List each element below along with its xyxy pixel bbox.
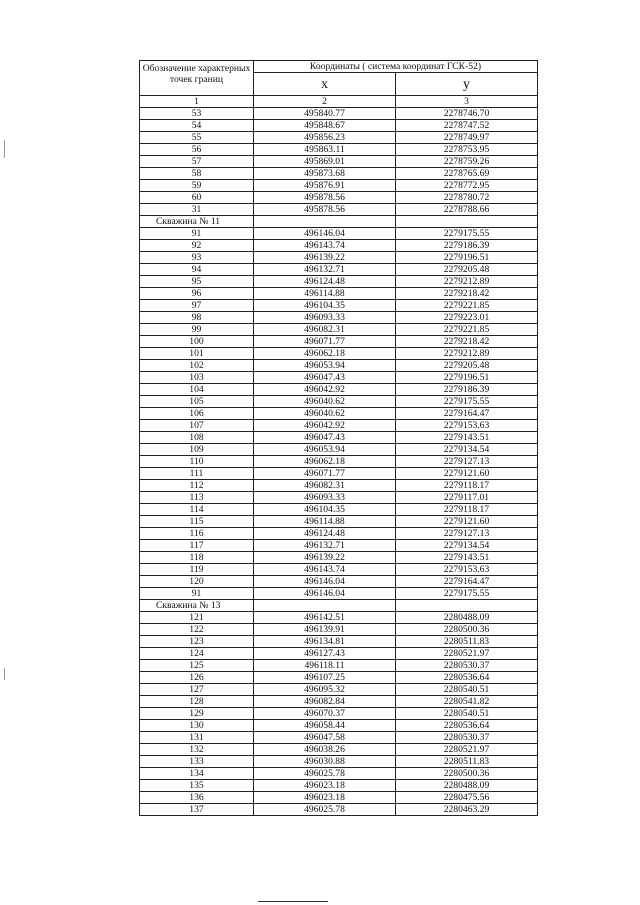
y-coordinate-cell: 2279218.42 [396, 288, 538, 300]
point-id-cell: 124 [140, 648, 254, 660]
table-row [140, 108, 538, 120]
y-coordinate-cell: 2279121.60 [396, 516, 538, 528]
y-coordinate-cell: 2279175.55 [396, 588, 538, 600]
x-coordinate-cell: 496042.92 [254, 384, 396, 396]
point-id-cell: 123 [140, 636, 254, 648]
point-id-cell: 93 [140, 252, 254, 264]
y-coordinate-cell: 2279164.47 [396, 576, 538, 588]
y-coordinate-cell: 2280511.83 [396, 636, 538, 648]
point-id-cell: 53 [140, 108, 254, 120]
x-coordinate-cell: 496025.78 [254, 768, 396, 780]
y-coordinate-cell: 2279205.48 [396, 264, 538, 276]
point-id-cell: 106 [140, 408, 254, 420]
y-coordinate-cell: 2280521.97 [396, 744, 538, 756]
y-coordinate-cell: 2279221.85 [396, 324, 538, 336]
table-row [140, 744, 538, 756]
table-row [140, 528, 538, 540]
point-id-cell: 136 [140, 792, 254, 804]
column-header-x: x [254, 73, 396, 96]
table-row [140, 420, 538, 432]
y-coordinate-cell: 2278772.95 [396, 180, 538, 192]
table-row [140, 276, 538, 288]
x-coordinate-cell: 496047.58 [254, 732, 396, 744]
y-coordinate-cell: 2280530.37 [396, 732, 538, 744]
y-coordinate-cell: 2279143.51 [396, 552, 538, 564]
x-coordinate-cell: 495848.67 [254, 120, 396, 132]
y-coordinate-cell: 2280540.51 [396, 708, 538, 720]
y-coordinate-cell: 2279153.63 [396, 564, 538, 576]
x-coordinate-cell: 496139.22 [254, 252, 396, 264]
point-id-cell: 117 [140, 540, 254, 552]
group-header-row [140, 216, 538, 228]
table-row [140, 732, 538, 744]
point-id-cell: 107 [140, 420, 254, 432]
table-row [140, 360, 538, 372]
y-coordinate-cell: 2279118.17 [396, 504, 538, 516]
table-row [140, 156, 538, 168]
y-coordinate-cell: 2279175.55 [396, 396, 538, 408]
group-empty-cell [396, 216, 538, 228]
table-row [140, 204, 538, 216]
table-row [140, 756, 538, 768]
x-coordinate-cell: 496047.43 [254, 432, 396, 444]
x-coordinate-cell: 496143.74 [254, 564, 396, 576]
column-number-2: 2 [254, 96, 396, 108]
x-coordinate-cell: 496114.88 [254, 288, 396, 300]
x-coordinate-cell: 495869.01 [254, 156, 396, 168]
x-coordinate-cell: 496040.62 [254, 408, 396, 420]
x-coordinate-cell: 496132.71 [254, 540, 396, 552]
y-coordinate-cell: 2279186.39 [396, 240, 538, 252]
x-coordinate-cell: 496139.91 [254, 624, 396, 636]
x-coordinate-cell: 495878.56 [254, 204, 396, 216]
x-coordinate-cell: 496118.11 [254, 660, 396, 672]
table-row [140, 324, 538, 336]
y-coordinate-cell: 2279118.17 [396, 480, 538, 492]
x-coordinate-cell: 496142.51 [254, 612, 396, 624]
y-coordinate-cell: 2279212.89 [396, 348, 538, 360]
point-id-cell: 97 [140, 300, 254, 312]
point-id-cell: 56 [140, 144, 254, 156]
point-id-cell: 134 [140, 768, 254, 780]
x-coordinate-cell: 496139.22 [254, 552, 396, 564]
y-coordinate-cell: 2280475.56 [396, 792, 538, 804]
y-coordinate-cell: 2278746.70 [396, 108, 538, 120]
table-row [140, 552, 538, 564]
y-coordinate-cell: 2279223.01 [396, 312, 538, 324]
table-row [140, 720, 538, 732]
table-row [140, 372, 538, 384]
group-header-row [140, 600, 538, 612]
point-id-cell: 105 [140, 396, 254, 408]
y-coordinate-cell: 2279127.13 [396, 528, 538, 540]
point-id-cell: 109 [140, 444, 254, 456]
x-coordinate-cell: 496071.77 [254, 336, 396, 348]
point-id-cell: 114 [140, 504, 254, 516]
point-id-cell: 126 [140, 672, 254, 684]
point-id-cell: 131 [140, 732, 254, 744]
group-label: Скважина № 13 [140, 600, 254, 612]
y-coordinate-cell: 2279186.39 [396, 384, 538, 396]
point-id-cell: 121 [140, 612, 254, 624]
x-coordinate-cell: 496082.31 [254, 480, 396, 492]
table-row [140, 444, 538, 456]
y-coordinate-cell: 2279134.54 [396, 444, 538, 456]
y-coordinate-cell: 2279205.48 [396, 360, 538, 372]
y-coordinate-cell: 2280536.64 [396, 672, 538, 684]
point-id-cell: 135 [140, 780, 254, 792]
x-coordinate-cell: 496104.35 [254, 300, 396, 312]
point-id-cell: 95 [140, 276, 254, 288]
point-id-cell: 127 [140, 684, 254, 696]
x-coordinate-cell: 496071.77 [254, 468, 396, 480]
x-coordinate-cell: 496082.84 [254, 696, 396, 708]
point-id-cell: 104 [140, 384, 254, 396]
point-id-cell: 57 [140, 156, 254, 168]
group-empty-cell [396, 600, 538, 612]
table-row [140, 180, 538, 192]
x-coordinate-cell: 496143.74 [254, 240, 396, 252]
column-header-coordinates: Координаты ( система координат ГСК-52) [254, 61, 538, 73]
column-header-points: Обозначение характерных точек границ [140, 61, 254, 96]
x-coordinate-cell: 496038.26 [254, 744, 396, 756]
x-coordinate-cell: 496042.92 [254, 420, 396, 432]
x-coordinate-cell: 495873.68 [254, 168, 396, 180]
y-coordinate-cell: 2280463.29 [396, 804, 538, 816]
x-coordinate-cell: 496023.18 [254, 780, 396, 792]
point-id-cell: 103 [140, 372, 254, 384]
point-id-cell: 60 [140, 192, 254, 204]
y-coordinate-cell: 2278788.66 [396, 204, 538, 216]
y-coordinate-cell: 2279121.60 [396, 468, 538, 480]
x-coordinate-cell: 496134.81 [254, 636, 396, 648]
point-id-cell: 110 [140, 456, 254, 468]
point-id-cell: 115 [140, 516, 254, 528]
header-row [140, 61, 538, 73]
point-id-cell: 54 [140, 120, 254, 132]
point-id-cell: 128 [140, 696, 254, 708]
point-id-cell: 99 [140, 324, 254, 336]
scan-margin-mark [4, 668, 5, 680]
table-row [140, 696, 538, 708]
y-coordinate-cell: 2280500.36 [396, 624, 538, 636]
table-row [140, 612, 538, 624]
y-coordinate-cell: 2279212.89 [396, 276, 538, 288]
x-coordinate-cell: 496030.88 [254, 756, 396, 768]
table-row [140, 684, 538, 696]
y-coordinate-cell: 2279196.51 [396, 252, 538, 264]
y-coordinate-cell: 2279164.47 [396, 408, 538, 420]
point-id-cell: 112 [140, 480, 254, 492]
point-id-cell: 91 [140, 228, 254, 240]
y-coordinate-cell: 2279153.63 [396, 420, 538, 432]
y-coordinate-cell: 2280521.97 [396, 648, 538, 660]
x-coordinate-cell: 496095.32 [254, 684, 396, 696]
point-id-cell: 58 [140, 168, 254, 180]
y-coordinate-cell: 2279143.51 [396, 432, 538, 444]
y-coordinate-cell: 2279221.85 [396, 300, 538, 312]
point-id-cell: 102 [140, 360, 254, 372]
table-row [140, 312, 538, 324]
y-coordinate-cell: 2279218.42 [396, 336, 538, 348]
scan-margin-mark [4, 140, 5, 158]
table-row [140, 576, 538, 588]
point-id-cell: 130 [140, 720, 254, 732]
x-coordinate-cell: 495863.11 [254, 144, 396, 156]
table-row [140, 780, 538, 792]
x-coordinate-cell: 496146.04 [254, 228, 396, 240]
x-coordinate-cell: 496107.25 [254, 672, 396, 684]
table-row [140, 132, 538, 144]
column-number-3: 3 [396, 96, 538, 108]
point-id-cell: 118 [140, 552, 254, 564]
y-coordinate-cell: 2280488.09 [396, 612, 538, 624]
point-id-cell: 108 [140, 432, 254, 444]
point-id-cell: 132 [140, 744, 254, 756]
table-row [140, 336, 538, 348]
x-coordinate-cell: 496070.37 [254, 708, 396, 720]
table-row [140, 240, 538, 252]
y-coordinate-cell: 2279117.01 [396, 492, 538, 504]
y-coordinate-cell: 2280541.82 [396, 696, 538, 708]
table-row [140, 252, 538, 264]
point-id-cell: 101 [140, 348, 254, 360]
point-id-cell: 120 [140, 576, 254, 588]
point-id-cell: 133 [140, 756, 254, 768]
x-coordinate-cell: 496062.18 [254, 348, 396, 360]
table-row [140, 120, 538, 132]
table-row [140, 384, 538, 396]
table-row [140, 624, 538, 636]
x-coordinate-cell: 496146.04 [254, 588, 396, 600]
column-header-y: y [396, 73, 538, 96]
y-coordinate-cell: 2280511.83 [396, 756, 538, 768]
y-coordinate-cell: 2279127.13 [396, 456, 538, 468]
point-id-cell: 125 [140, 660, 254, 672]
table-row [140, 492, 538, 504]
point-id-cell: 119 [140, 564, 254, 576]
table-row [140, 408, 538, 420]
x-coordinate-cell: 496124.48 [254, 528, 396, 540]
x-coordinate-cell: 496093.33 [254, 492, 396, 504]
y-coordinate-cell: 2278780.72 [396, 192, 538, 204]
x-coordinate-cell: 496093.33 [254, 312, 396, 324]
x-coordinate-cell: 496040.62 [254, 396, 396, 408]
table-row [140, 432, 538, 444]
point-id-cell: 31 [140, 204, 254, 216]
x-coordinate-cell: 496053.94 [254, 444, 396, 456]
x-coordinate-cell: 496082.31 [254, 324, 396, 336]
table-row [140, 648, 538, 660]
point-id-cell: 129 [140, 708, 254, 720]
x-coordinate-cell: 495840.77 [254, 108, 396, 120]
x-coordinate-cell: 496104.35 [254, 504, 396, 516]
group-empty-cell [254, 600, 396, 612]
x-coordinate-cell: 496047.43 [254, 372, 396, 384]
table-row [140, 540, 538, 552]
table-row [140, 516, 538, 528]
y-coordinate-cell: 2279175.55 [396, 228, 538, 240]
x-coordinate-cell: 495876.91 [254, 180, 396, 192]
table-row [140, 480, 538, 492]
table-row [140, 144, 538, 156]
column-number-1: 1 [140, 96, 254, 108]
point-id-cell: 122 [140, 624, 254, 636]
point-id-cell: 91 [140, 588, 254, 600]
table-row [140, 288, 538, 300]
table-row [140, 228, 538, 240]
table-row [140, 804, 538, 816]
group-empty-cell [254, 216, 396, 228]
y-coordinate-cell: 2278759.26 [396, 156, 538, 168]
footer-rule [258, 901, 328, 902]
table-row [140, 396, 538, 408]
point-id-cell: 92 [140, 240, 254, 252]
table-row [140, 768, 538, 780]
point-id-cell: 55 [140, 132, 254, 144]
table-row [140, 588, 538, 600]
x-coordinate-cell: 496025.78 [254, 804, 396, 816]
table-row [140, 708, 538, 720]
table-row [140, 792, 538, 804]
table-row [140, 504, 538, 516]
x-coordinate-cell: 496023.18 [254, 792, 396, 804]
x-coordinate-cell: 496058.44 [254, 720, 396, 732]
point-id-cell: 59 [140, 180, 254, 192]
x-coordinate-cell: 496062.18 [254, 456, 396, 468]
table-row [140, 264, 538, 276]
point-id-cell: 116 [140, 528, 254, 540]
y-coordinate-cell: 2278749.97 [396, 132, 538, 144]
table-row [140, 348, 538, 360]
point-id-cell: 137 [140, 804, 254, 816]
table-row [140, 468, 538, 480]
y-coordinate-cell: 2280488.09 [396, 780, 538, 792]
y-coordinate-cell: 2280536.64 [396, 720, 538, 732]
point-id-cell: 96 [140, 288, 254, 300]
y-coordinate-cell: 2280500.36 [396, 768, 538, 780]
y-coordinate-cell: 2279196.51 [396, 372, 538, 384]
table-row [140, 300, 538, 312]
column-number-row [140, 96, 538, 108]
table-row [140, 636, 538, 648]
y-coordinate-cell: 2278753.95 [396, 144, 538, 156]
table-row [140, 456, 538, 468]
point-id-cell: 111 [140, 468, 254, 480]
coordinates-table [139, 60, 538, 816]
group-label: Скважина № 11 [140, 216, 254, 228]
table-row [140, 660, 538, 672]
table-row [140, 192, 538, 204]
y-coordinate-cell: 2280540.51 [396, 684, 538, 696]
point-id-cell: 98 [140, 312, 254, 324]
x-coordinate-cell: 495878.56 [254, 192, 396, 204]
table-row [140, 672, 538, 684]
x-coordinate-cell: 496132.71 [254, 264, 396, 276]
y-coordinate-cell: 2280530.37 [396, 660, 538, 672]
table-row [140, 564, 538, 576]
x-coordinate-cell: 496127.43 [254, 648, 396, 660]
table-row [140, 168, 538, 180]
x-coordinate-cell: 496146.04 [254, 576, 396, 588]
x-coordinate-cell: 496053.94 [254, 360, 396, 372]
y-coordinate-cell: 2278747.52 [396, 120, 538, 132]
x-coordinate-cell: 495856.23 [254, 132, 396, 144]
x-coordinate-cell: 496124.48 [254, 276, 396, 288]
point-id-cell: 113 [140, 492, 254, 504]
point-id-cell: 100 [140, 336, 254, 348]
y-coordinate-cell: 2279134.54 [396, 540, 538, 552]
point-id-cell: 94 [140, 264, 254, 276]
y-coordinate-cell: 2278765.69 [396, 168, 538, 180]
x-coordinate-cell: 496114.88 [254, 516, 396, 528]
